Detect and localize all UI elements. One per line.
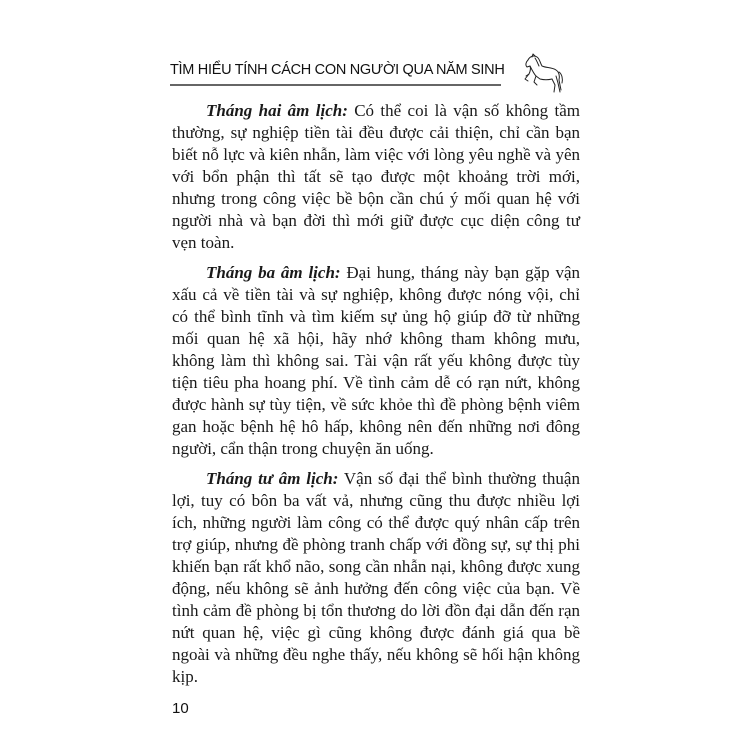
paragraph-body: Vận số đại thể bình thường thuận lợi, tuy có bôn ba vất vả, nhưng cũng thu được nhiều lợi ích, những người làm công có thể được quý nhân cấp trên trợ giúp, nhưng đề phòng tranh chấp với đồng sự, sự thị phi khiến bạn rất khổ não, song cần nhẫn nại, không được xung động, nếu không sẽ ảnh hưởng đến công việc của bạn. Về tình cảm đề phòng bị tổn thương do lời đồn đại dẫn đến rạn nứt quan hệ, việc gì cũng không được đánh giá qua bề ngoài và những đều nghe thấy, nếu không sẽ hối hận không kịp. — [172, 469, 580, 686]
paragraph-thang-tu — [172, 468, 580, 688]
paragraph-body: Có thể coi là vận số không tầm thường, sự nghiệp tiền tài đều được cải thiện, chỉ cần bạn biết nỗ lực và kiên nhẫn, làm việc với lòng yêu nghề và yên với bổn phận thì tất sẽ tạo được một khoảng trời mới, nhưng trong công việc bề bộn cần chú ý mối quan hệ với người nhà và bạn đời thì mới giữ được cục diện công tư vẹn toàn. — [172, 101, 580, 252]
page-number: 10 — [172, 700, 189, 717]
body-text — [172, 100, 580, 696]
paragraph-thang-ba — [172, 262, 580, 460]
paragraph-lead: Tháng tư âm lịch: — [206, 469, 339, 488]
paragraph-body: Đại hung, tháng này bạn gặp vận xấu cả về tiền tài và sự nghiệp, không được nóng vội, chỉ có thể bình tĩnh và tìm kiếm sự ủng hộ giúp đỡ từ những mối quan hệ xã hội, hãy nhớ không tham không mưu, không làm thì không sai. Tài vận rất yếu không được tùy tiện tiêu pha hoang phí. Về tình cảm dễ có rạn nứt, không được hành sự tùy tiện, về sức khỏe thì đề phòng bệnh viêm gan hoặc bệnh hệ hô hấp, không nên đến những nơi đông người, cẩn thận trong chuyện ăn uống. — [172, 263, 580, 458]
horse-icon — [518, 52, 564, 96]
paragraph-lead: Tháng ba âm lịch: — [206, 263, 341, 282]
running-header-title: TÌM HIỂU TÍNH CÁCH CON NGƯỜI QUA NĂM SINH — [170, 62, 505, 78]
paragraph-thang-hai — [172, 100, 580, 254]
paragraph-lead: Tháng hai âm lịch: — [206, 101, 348, 120]
header-rule — [170, 84, 501, 86]
